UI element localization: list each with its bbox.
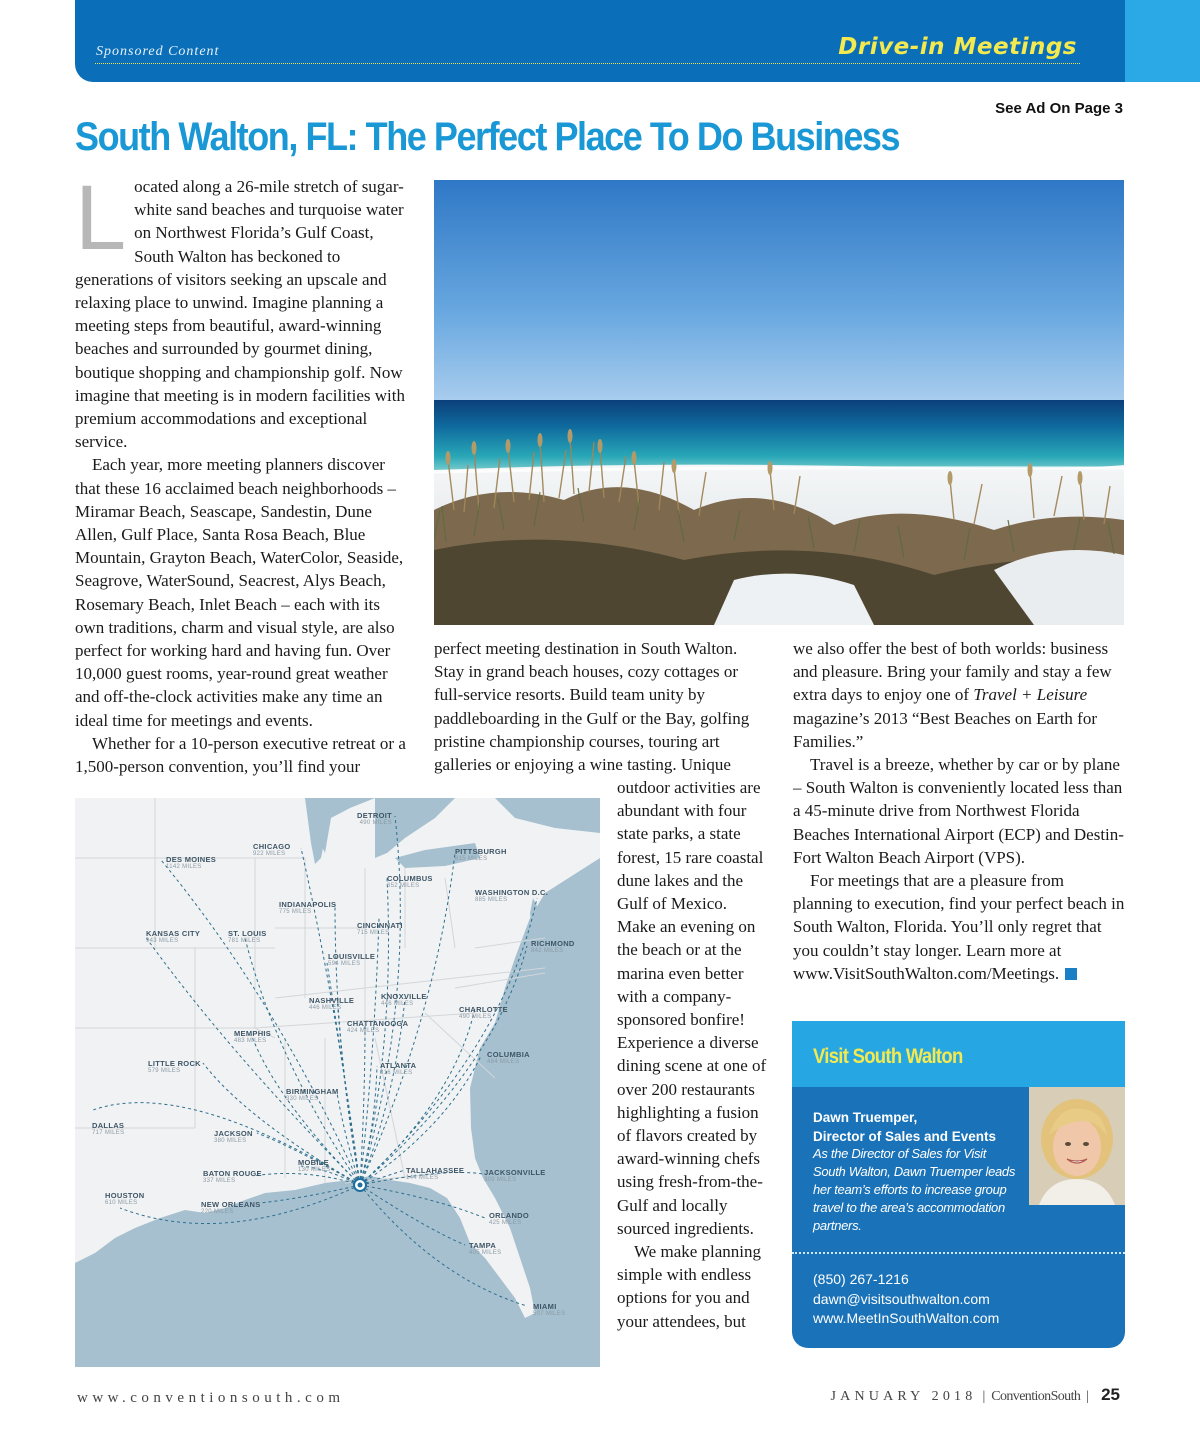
map-city-label: CHICAGO 922 MILES (253, 842, 291, 857)
drop-cap: L (75, 167, 127, 269)
map-city-label: JACKSONVILLE 309 MILES (484, 1168, 546, 1183)
map-city-label: DALLAS 717 MILES (92, 1121, 125, 1136)
footer-separator: | (982, 1389, 986, 1404)
contact-box-title: Visit South Walton (813, 1045, 963, 1068)
magazine-name: Travel + Leisure (973, 685, 1088, 705)
header-divider (95, 63, 1080, 64)
contact-phone[interactable]: (850) 267-1216 (813, 1271, 909, 1287)
contact-description: As the Director of Sales for Visit South Walton, Dawn Truemper leads her team’s efforts to increase group travel to the area’s accommodation partners. (813, 1146, 1016, 1233)
contact-website[interactable]: www.MeetInSouthWalton.com (813, 1310, 1000, 1326)
map-graphic (75, 798, 600, 1367)
map-city-label: BATON ROUGE 337 MILES (203, 1169, 262, 1184)
map-city-label: KNOXVILLE 446 MILES (381, 992, 427, 1007)
map-city-label: MIAMI 507 MILES (533, 1302, 566, 1317)
see-ad-note: See Ad On Page 3 (995, 100, 1123, 117)
map-city-label: BIRMINGHAM 330 MILES (286, 1087, 339, 1102)
contact-box (792, 1021, 1125, 1348)
contact-name: Dawn Truemper, (813, 1110, 918, 1125)
paragraph-4: We make planning simple with endless options for you and your attendees, but (617, 1242, 762, 1331)
footer-folio (830, 1385, 1120, 1405)
map-city-label: COLUMBUS 652 MILES (387, 874, 433, 889)
map-city-label: TALLAHASSEE 144 MILES (406, 1166, 465, 1181)
map-city-label: TAMPA 405 MILES (469, 1241, 502, 1256)
map-city-label: COLUMBIA 484 MILES (487, 1050, 530, 1065)
section-label: Drive-in Meetings (838, 34, 1077, 60)
footer-issue: JANUARY 2018 (830, 1389, 977, 1404)
footer-magazine: ConventionSouth (991, 1389, 1081, 1404)
footer-website[interactable]: www.conventionsouth.com (77, 1390, 345, 1406)
paragraph-4-continued (793, 637, 1125, 753)
map-city-label: PITTSBURGH 815 MILES (455, 847, 507, 862)
map-city-label: NASHVILLE 446 MILES (309, 996, 355, 1011)
end-mark-icon (1065, 968, 1077, 980)
map-city-label: LITTLE ROCK 579 MILES (148, 1059, 201, 1074)
map-city-label: MEMPHIS 483 MILES (234, 1029, 272, 1044)
paragraph-3-end: outdoor activities are abundant with four state parks, a state forest, 15 rare coastal dune lakes and the Gulf of Mexico. Make an evening on the beach or at the marina even better with a company-sponsored bonfire! Experience a diverse dining scene at one of over 200 restaurants highlighting a fusion of flavors created by award-winning chefs using fresh-from-the-Gulf and locally sourced ingredients. (617, 778, 767, 1238)
paragraph-1: ocated along a 26-mile stretch of sugar-white sand beaches and turquoise water on Northwest Florida’s Gulf Coast, South Walton has beckoned to generations of visitors seeking an upscale and relaxing place to unwind. Imagine planning a meeting steps from beautiful, award-winning beaches and surrounded by gourmet dining, boutique shopping and championship golf. Now imagine that meeting is in modern facilities with premium accommodations and exceptional service. (75, 177, 406, 452)
contact-divider (792, 1252, 1125, 1254)
map-city-label: CHATTANOOGA 424 MILES (347, 1019, 409, 1034)
paragraph-4-text-end: magazine’s 2013 “Best Beaches on Earth for Families.” (793, 708, 1098, 751)
map-city-label: ORLANDO 425 MILES (489, 1211, 530, 1226)
map-city-label: ATLANTA 316 MILES (380, 1061, 417, 1076)
paragraph-5: Travel is a breeze, whether by car or by plane – South Walton is conveniently located less than a 45-minute drive from Northwest Florida Beaches International Airport (ECP) and Destin-Fort Walton Beach Airport (VPS). (793, 755, 1124, 867)
map-city-label: CHARLOTTE 490 MILES (459, 1005, 508, 1020)
map-city-label: KANSAS CITY 943 MILES (146, 929, 201, 944)
paragraph-3-continued: perfect meeting destination in South Walton. Stay in grand beach houses, cozy cottages or full-service resorts. Build team unity by paddleboarding in the Gulf or the Bay, golfing pristine championship courses, touring art galleries or enjoying a wine tasting. Unique (434, 639, 750, 775)
paragraph-3: Whether for a 10-person executive retreat or a 1,500-person convention, you’ll find your (75, 733, 406, 777)
sponsored-label: Sponsored Content (96, 44, 220, 59)
paragraph-4-text: we also offer the best of both worlds: business and pleasure. Bring your family and stay a few extra days to enjoy one of (793, 639, 1112, 705)
contact-name-block (813, 1108, 1033, 1146)
map-city-label: MOBILE 130 MILES (298, 1158, 331, 1173)
contact-role: Director of Sales and Events (813, 1129, 997, 1144)
map-city-label: JACKSON 380 MILES (214, 1129, 253, 1144)
article-column-2-narrow (617, 776, 769, 1333)
drive-distance-map (75, 798, 600, 1367)
contact-email[interactable]: dawn@visitsouthwalton.com (813, 1290, 990, 1307)
paragraph-6: For meetings that are a pleasure from planning to execution, find your perfect beach in South Walton, Florida. You’ll only regret that you couldn’t stay longer. Learn more at www.VisitSouthWalton.com/Meetings. (793, 871, 1125, 983)
beach-photo (434, 180, 1124, 625)
map-city-label: CINCINNATI 715 MILES (357, 921, 403, 936)
article-column-2 (434, 637, 769, 776)
page-number: 25 (1101, 1385, 1120, 1404)
map-city-label: INDIANAPOLIS 775 MILES (279, 900, 337, 915)
map-city-label: NEW ORLEANS 220 MILES (201, 1200, 261, 1215)
paragraph-2: Each year, more meeting planners discover that these 16 acclaimed beach neighborhoods – Miramar Beach, Seascape, Sandestin, Dune Allen, Gulf Place, Santa Rosa Beach, Blue Mountain, Grayton Beach, WaterColor, Seaside, Seagrove, WaterSound, Seacrest, Alys Beach, Rosemary Beach, Inlet Beach – each with its own traditions, charm and visual style, are also perfect for working hard and having fun. Over 10,000 guest rooms, year-round great weather and off-the-clock activities make any time an ideal time for meetings and events. (75, 455, 404, 730)
article-column-3 (793, 637, 1125, 985)
header-tab (1125, 0, 1200, 82)
map-city-label: DETROIT 490 MILES (357, 811, 393, 826)
map-city-label: LOUISVILLE 594 MILES (328, 952, 376, 967)
map-city-label: ST. LOUIS 781 MILES (228, 929, 267, 944)
map-city-label: RICHMOND 842 MILES (531, 939, 575, 954)
contact-details (813, 1270, 999, 1329)
article-title: South Walton, FL: The Perfect Place To Do Business (75, 115, 900, 159)
article-column-1 (75, 167, 410, 778)
map-city-label: HOUSTON 610 MILES (105, 1191, 145, 1206)
map-city-label: DES MOINES 1142 MILES (166, 855, 217, 870)
contact-portrait (1029, 1087, 1125, 1205)
footer-separator: | (1086, 1389, 1090, 1404)
map-city-label: WASHINGTON D.C. 885 MILES (475, 888, 549, 903)
paragraph-6-wrap (793, 869, 1125, 985)
